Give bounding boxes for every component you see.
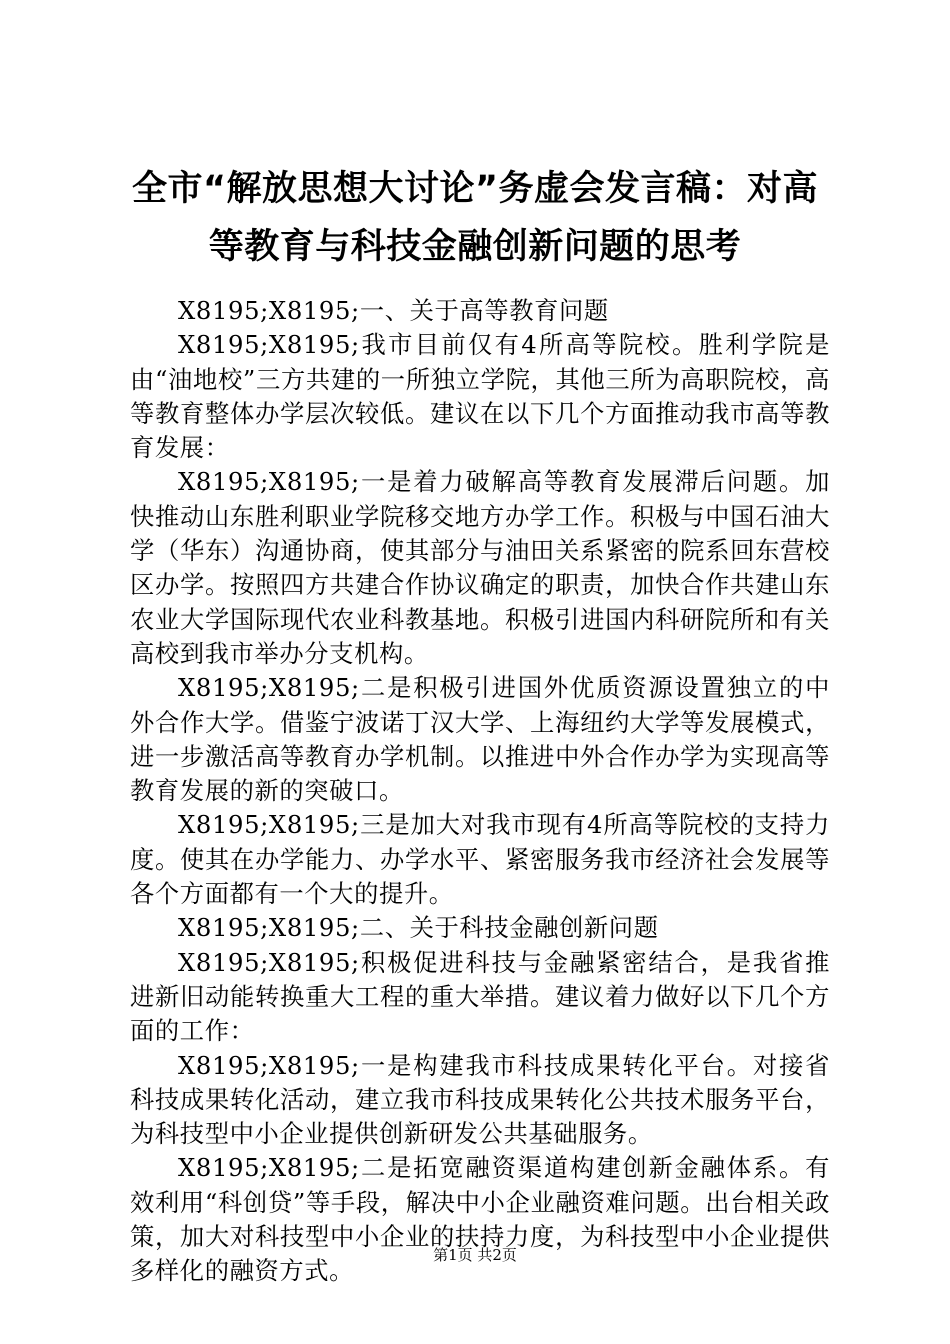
paragraph: X8195;X8195;我市目前仅有4所高等院校。胜利学院是由“油地校”三方共建的一所独立学院，其他三所为高职院校，高等教育整体办学层次较低。建议在以下几个方面推动我市高等教育发展： xyxy=(130,330,830,463)
section-heading-higher-education: X8195;X8195;一、关于高等教育问题 xyxy=(178,296,609,325)
paragraph: X8195;X8195;三是加大对我市现有4所高等院校的支持力度。使其在办学能力、办学水平、紧密服务我市经济社会发展等各个方面都有一个大的提升。 xyxy=(130,810,830,909)
document-body xyxy=(130,294,830,1289)
paragraph: X8195;X8195;一是构建我市科技成果转化平台。对接省科技成果转化活动，建立我市科技成果转化公共技术服务平台，为科技型中小企业提供创新研发公共基础服务。 xyxy=(130,1050,830,1149)
paragraph: X8195;X8195;二是拓宽融资渠道构建创新金融体系。有效利用“科创贷”等手段，解决中小企业融资难问题。出台相关政策，加大对科技型中小企业的扶持力度，为科技型中小企业提供多样化的融资方式。 xyxy=(130,1153,830,1286)
title-line-2: 等教育与科技金融创新问题的思考 xyxy=(208,227,742,267)
title-line-1: 全市“解放思想大讨论”务虚会发言稿：对高 xyxy=(131,169,818,209)
paragraph: X8195;X8195;一是着力破解高等教育发展滞后问题。加快推动山东胜利职业学院移交地方办学工作。积极与中国石油大学（华东）沟通协商，使其部分与油田关系紧密的院系回东营校区办学。按照四方共建合作协议确定的职责，加快合作共建山东农业大学国际现代农业科教基地。积极引进国内科研院所和有关高校到我市举办分支机构。 xyxy=(130,467,830,668)
section-heading-tech-finance: X8195;X8195;二、关于科技金融创新问题 xyxy=(178,913,659,943)
document-title xyxy=(120,160,830,276)
paragraph: X8195;X8195;积极促进科技与金融紧密结合，是我省推进新旧动能转换重大工程的重大举措。建议着力做好以下几个方面的工作： xyxy=(130,947,830,1046)
page-footer: 第1页 共2页 xyxy=(433,1246,517,1264)
paragraph: X8195;X8195;二是积极引进国外优质资源设置独立的中外合作大学。借鉴宁波诺丁汉大学、上海纽约大学等发展模式，进一步激活高等教育办学机制。以推进中外合作办学为实现高等教育发展的新的突破口。 xyxy=(130,673,830,806)
